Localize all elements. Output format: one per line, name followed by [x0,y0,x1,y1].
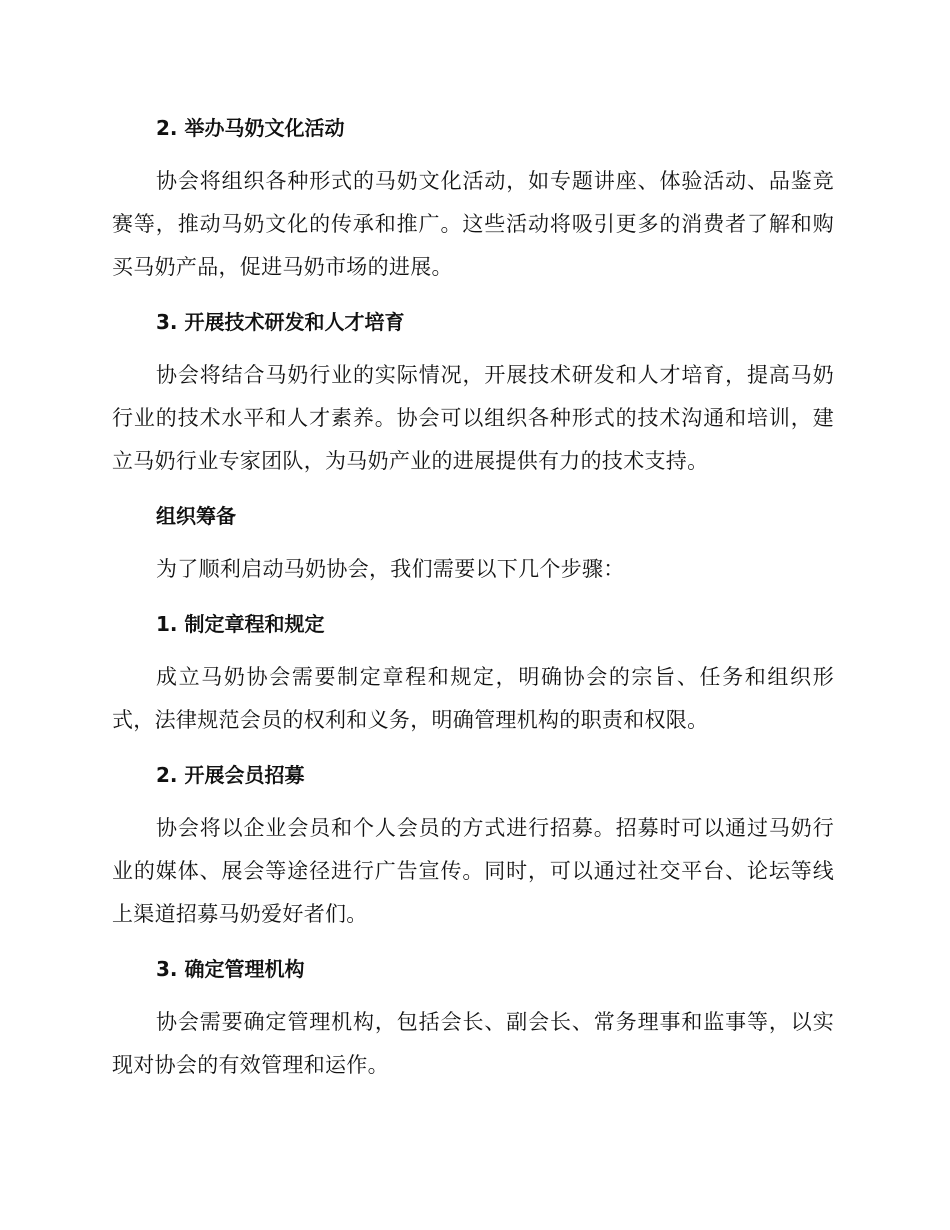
paragraph-tech-talent: 协会将结合马奶行业的实际情况，开展技术研发和人才培育，提高马奶行业的技术水平和人才素养。协会可以组织各种形式的技术沟通和培训，建立马奶行业专家团队，为马奶产业的进展提供有力的技术支持。 [112,363,834,473]
document-page [112,106,834,1087]
paragraph-charter: 成立马奶协会需要制定章程和规定，明确协会的宗旨、任务和组织形式，法律规范会员的权利和义务，明确管理机构的职责和权限。 [112,665,834,732]
paragraph-cultural-activities: 协会将组织各种形式的马奶文化活动，如专题讲座、体验活动、品鉴竞赛等，推动马奶文化的传承和推广。这些活动将吸引更多的消费者了解和购买马奶产品，促进马奶市场的进展。 [112,169,834,279]
section-heading-charter: 1. 制定章程和规定 [156,612,325,636]
section-heading-cultural-activities: 2. 举办马奶文化活动 [156,116,345,140]
section-heading-member-recruitment: 2. 开展会员招募 [156,763,305,787]
paragraph-management: 协会需要确定管理机构，包括会长、副会长、常务理事和监事等，以实现对协会的有效管理和运作。 [112,1010,834,1077]
section-heading-tech-talent: 3. 开展技术研发和人才培育 [156,310,405,334]
paragraph-steps-intro: 为了顺利启动马奶协会，我们需要以下几个步骤： [156,557,625,581]
section-heading-management: 3. 确定管理机构 [156,957,305,981]
paragraph-member-recruitment: 协会将以企业会员和个人会员的方式进行招募。招募时可以通过马奶行业的媒体、展会等途径进行广告宣传。同时，可以通过社交平台、论坛等线上渠道招募马奶爱好者们。 [112,816,834,926]
section-heading-organization-prep: 组织筹备 [156,504,236,528]
